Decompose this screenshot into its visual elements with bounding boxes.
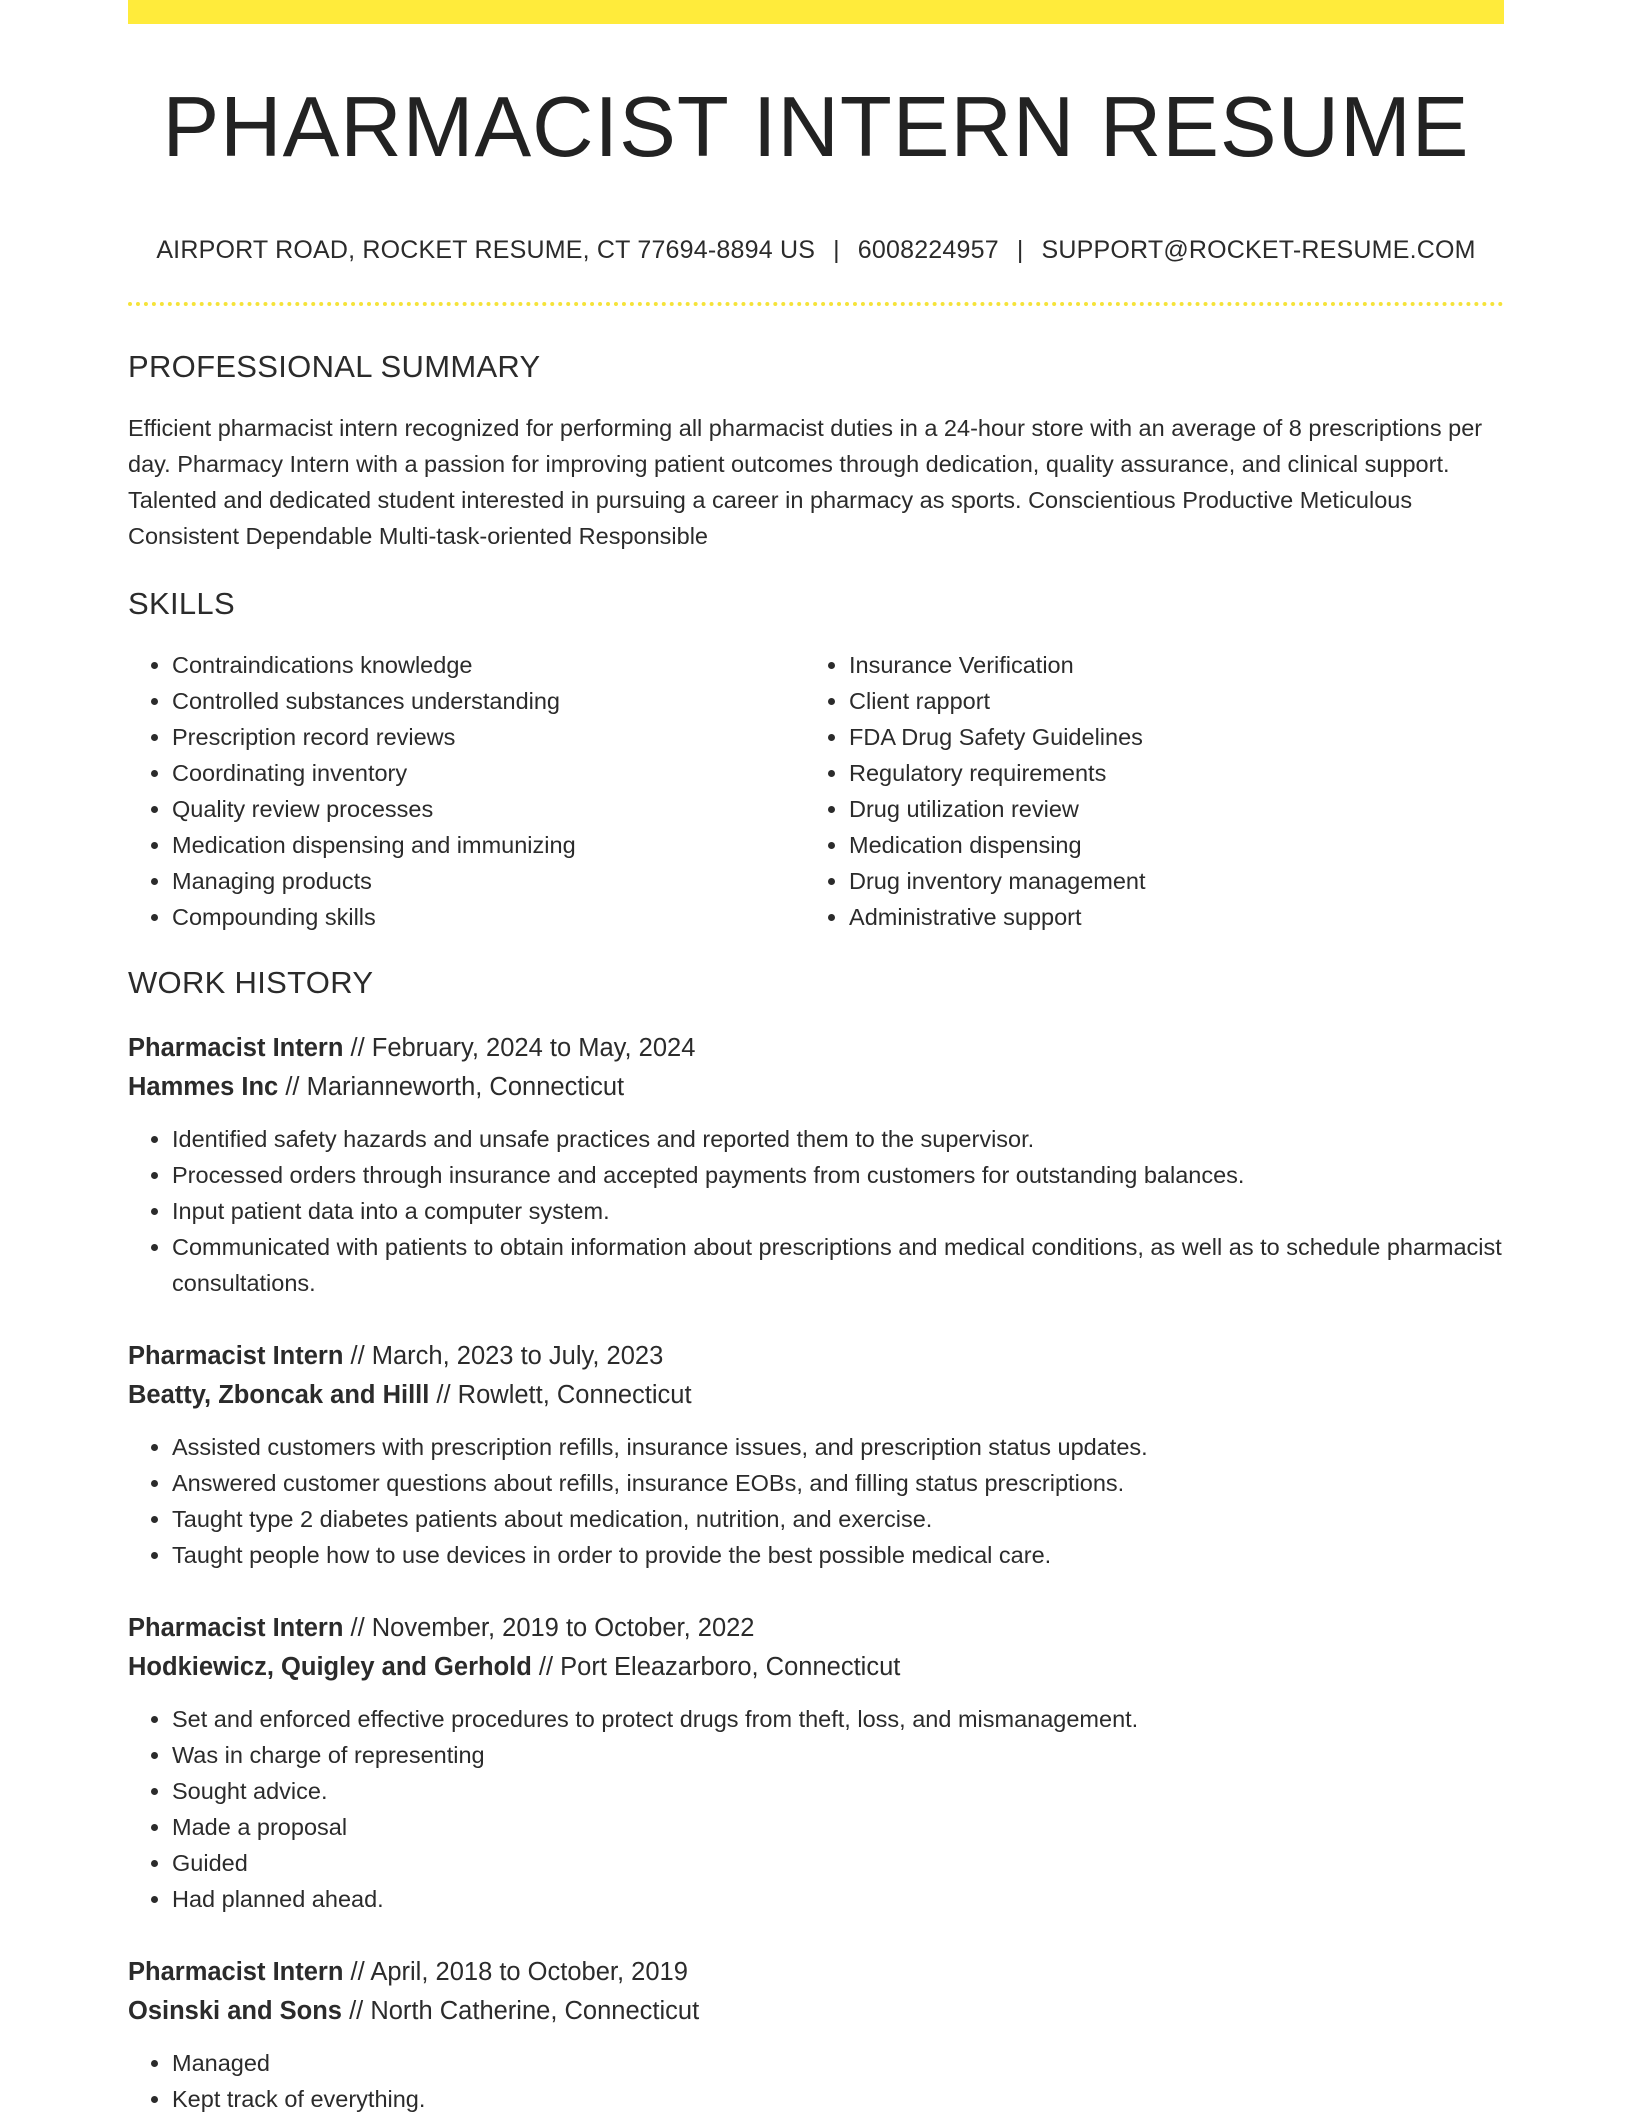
job-company-line bbox=[128, 1376, 1504, 1415]
contact-address: AIRPORT ROAD, ROCKET RESUME, CT 77694-8894 US bbox=[156, 236, 816, 264]
job-title-line bbox=[128, 1029, 1504, 1068]
skills-heading: SKILLS bbox=[128, 586, 235, 621]
job-bullet: • Kept track of everything. bbox=[172, 2081, 1504, 2117]
job-bullets bbox=[128, 1121, 1504, 1301]
contact-separator: | bbox=[1016, 236, 1024, 264]
skill-item: • Insurance Verification bbox=[849, 647, 1504, 683]
skill-item: • Prescription record reviews bbox=[172, 719, 805, 755]
job-bullet: • Managed bbox=[172, 2045, 1504, 2081]
job-bullet: • Guided bbox=[172, 1845, 1504, 1881]
job-bullet: • Had planned ahead. bbox=[172, 1881, 1504, 1917]
job-dates: // February, 2024 to May, 2024 bbox=[343, 1034, 696, 1062]
contact-line bbox=[128, 236, 1504, 265]
resume-page bbox=[128, 0, 1504, 2117]
work-history-heading: WORK HISTORY bbox=[128, 965, 374, 1000]
job-bullets bbox=[128, 1701, 1504, 1917]
skill-item: • Medication dispensing bbox=[849, 827, 1504, 863]
resume-title: PHARMACIST INTERN RESUME bbox=[162, 80, 1470, 175]
job-bullet: • Made a proposal bbox=[172, 1809, 1504, 1845]
job-location: // Marianneworth, Connecticut bbox=[278, 1073, 625, 1101]
job-entry bbox=[128, 1953, 1504, 2117]
job-bullets bbox=[128, 1429, 1504, 1573]
job-entry bbox=[128, 1609, 1504, 1917]
summary-heading: PROFESSIONAL SUMMARY bbox=[128, 349, 541, 384]
job-company: Osinski and Sons bbox=[128, 1997, 342, 2025]
job-bullet: • Identified safety hazards and unsafe practices and reported them to the supervisor. bbox=[172, 1121, 1504, 1157]
accent-top-bar bbox=[128, 0, 1504, 24]
skill-item: • Managing products bbox=[172, 863, 805, 899]
job-title-line bbox=[128, 1953, 1504, 1992]
skill-item: • Administrative support bbox=[849, 899, 1504, 935]
skill-item: • Controlled substances understanding bbox=[172, 683, 805, 719]
job-bullet: • Communicated with patients to obtain information about prescriptions and medical conditions, as well as to schedule pharmacist consultations. bbox=[172, 1229, 1504, 1301]
job-title-line bbox=[128, 1337, 1504, 1376]
job-location: // North Catherine, Connecticut bbox=[341, 1997, 700, 2025]
job-bullet: • Set and enforced effective procedures to protect drugs from theft, loss, and mismanagement. bbox=[172, 1701, 1504, 1737]
job-company: Beatty, Zboncak and Hilll bbox=[128, 1381, 430, 1409]
job-title: Pharmacist Intern bbox=[128, 1614, 344, 1642]
summary-text: Efficient pharmacist intern recognized for performing all pharmacist duties in a 24-hour store with an average of 8 prescriptions per day. Pharmacy Intern with a passion for improving patient outcomes through dedication, quality assurance, and clinical support. Talented and dedicated student interested in pursuing a career in pharmacy as sports. Conscientious Productive Meticulous Consistent Dependable Multi-task-oriented Responsible bbox=[128, 415, 1483, 549]
skills-list-right bbox=[805, 647, 1504, 935]
skills-list-left bbox=[128, 647, 805, 935]
job-bullet: • Was in charge of representing bbox=[172, 1737, 1504, 1773]
skill-item: • Drug inventory management bbox=[849, 863, 1504, 899]
skill-item: • Drug utilization review bbox=[849, 791, 1504, 827]
job-title: Pharmacist Intern bbox=[128, 1342, 344, 1370]
job-bullet: • Assisted customers with prescription refills, insurance issues, and prescription status updates. bbox=[172, 1429, 1504, 1465]
contact-separator: | bbox=[833, 236, 840, 264]
job-entry bbox=[128, 1337, 1504, 1573]
job-bullet: • Input patient data into a computer system. bbox=[172, 1193, 1504, 1229]
job-title: Pharmacist Intern bbox=[128, 1958, 344, 1986]
job-bullet: • Sought advice. bbox=[172, 1773, 1504, 1809]
dotted-divider bbox=[128, 302, 1504, 306]
job-company-line bbox=[128, 1992, 1504, 2031]
job-dates: // March, 2023 to July, 2023 bbox=[343, 1342, 664, 1370]
contact-email: SUPPORT@ROCKET-RESUME.COM bbox=[1041, 236, 1476, 264]
skill-item: • Medication dispensing and immunizing bbox=[172, 827, 805, 863]
contact-phone: 6008224957 bbox=[857, 236, 999, 264]
job-company-line bbox=[128, 1068, 1504, 1107]
job-company: Hodkiewicz, Quigley and Gerhold bbox=[128, 1653, 532, 1681]
job-dates: // April, 2018 to October, 2019 bbox=[343, 1958, 688, 1986]
job-bullet: • Answered customer questions about refills, insurance EOBs, and filling status prescriptions. bbox=[172, 1465, 1504, 1501]
job-bullets bbox=[128, 2045, 1504, 2117]
skill-item: • Coordinating inventory bbox=[172, 755, 805, 791]
skill-item: • Compounding skills bbox=[172, 899, 805, 935]
job-location: // Port Eleazarboro, Connecticut bbox=[531, 1653, 901, 1681]
job-entry bbox=[128, 1029, 1504, 1301]
skill-item: • FDA Drug Safety Guidelines bbox=[849, 719, 1504, 755]
job-dates: // November, 2019 to October, 2022 bbox=[343, 1614, 755, 1642]
job-bullet: • Processed orders through insurance and accepted payments from customers for outstanding balances. bbox=[172, 1157, 1504, 1193]
skill-item: • Quality review processes bbox=[172, 791, 805, 827]
job-bullet: • Taught type 2 diabetes patients about medication, nutrition, and exercise. bbox=[172, 1501, 1504, 1537]
job-company: Hammes Inc bbox=[128, 1073, 279, 1101]
skills-columns bbox=[128, 647, 1504, 935]
job-location: // Rowlett, Connecticut bbox=[429, 1381, 692, 1409]
job-company-line bbox=[128, 1648, 1504, 1687]
skill-item: • Client rapport bbox=[849, 683, 1504, 719]
job-title: Pharmacist Intern bbox=[128, 1034, 344, 1062]
job-bullet: • Taught people how to use devices in order to provide the best possible medical care. bbox=[172, 1537, 1504, 1573]
skill-item: • Contraindications knowledge bbox=[172, 647, 805, 683]
job-title-line bbox=[128, 1609, 1504, 1648]
skill-item: • Regulatory requirements bbox=[849, 755, 1504, 791]
